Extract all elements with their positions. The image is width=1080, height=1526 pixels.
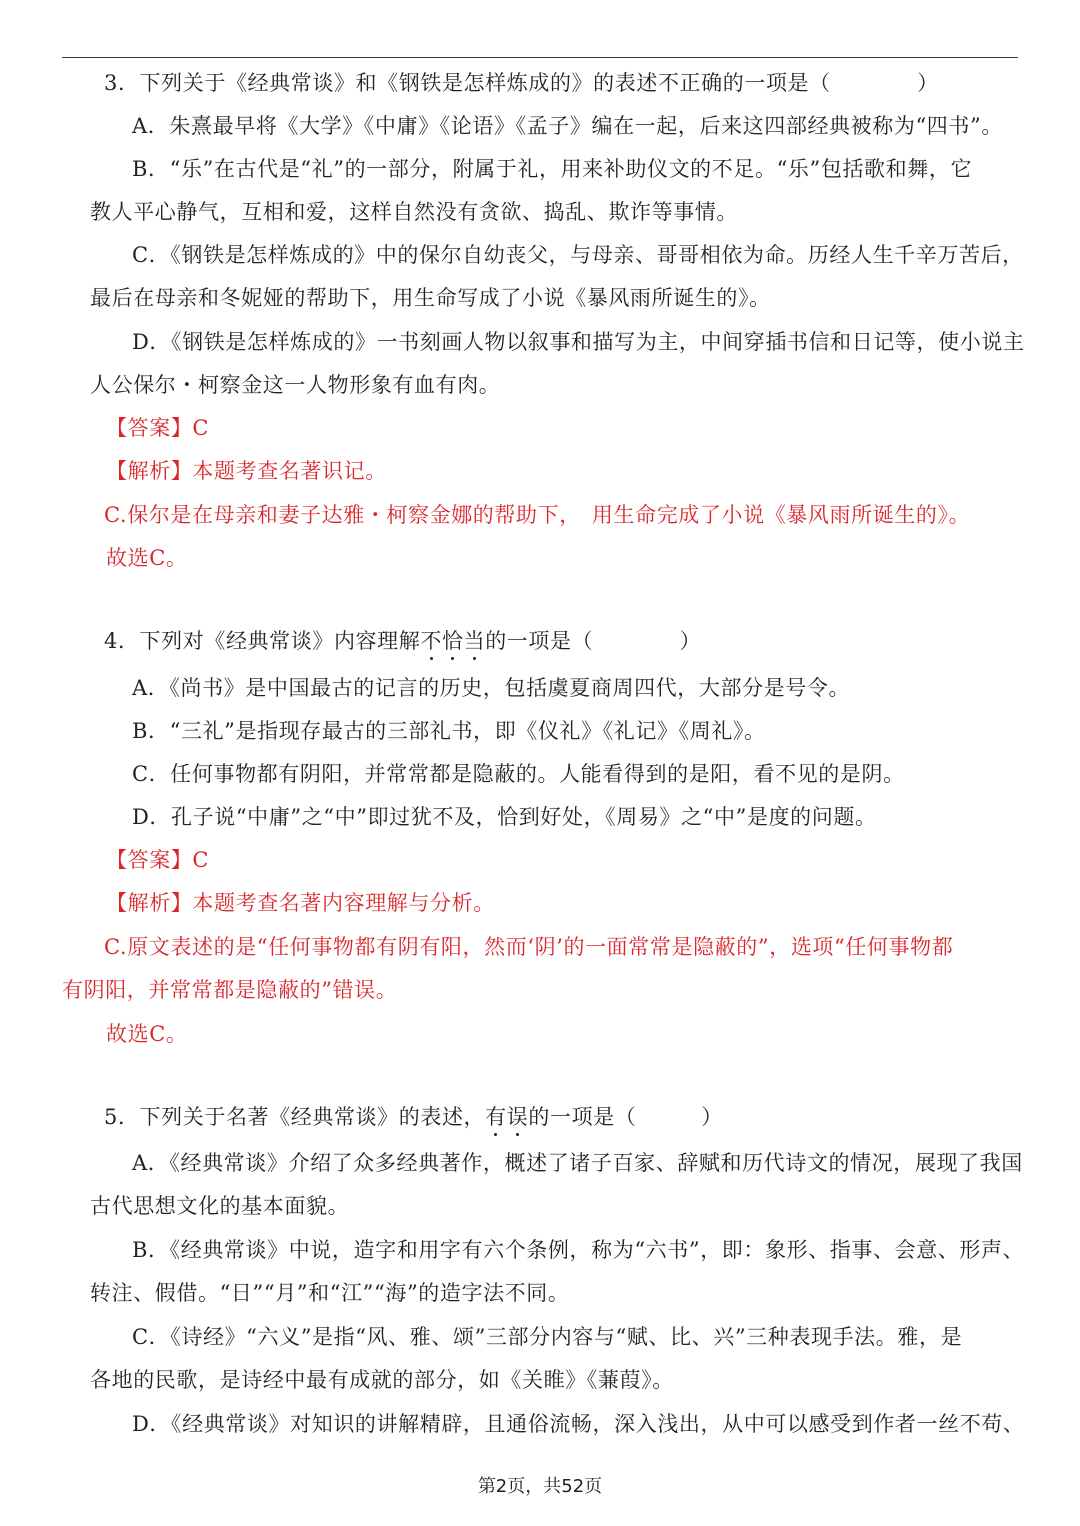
q3-answer: 【答案】C [106, 416, 210, 440]
q5-option-c-line1: C．《诗经》“六义”是指“风、雅、颂”三部分内容与“赋、比、兴”三种表现手法。雅，是 [132, 1325, 963, 1349]
q3-option-b-line1: B．“乐”在古代是“礼”的一部分，附属于礼，用来补助仪文的不足。“乐”包括歌和舞，它 [132, 157, 973, 181]
q4-option-a: A．《尚书》是中国最古的记言的历史，包括虞夏商周四代，大部分是号令。 [132, 676, 851, 700]
q5-option-d-line1: D．《经典常谈》对知识的讲解精辟，且通俗流畅，深入浅出，从中可以感受到作者一丝不苟、 [132, 1412, 1025, 1436]
q3-option-c-line2: 最后在母亲和冬妮娅的帮助下，用生命写成了小说《暴风雨所诞生的》。 [90, 286, 771, 310]
q5-stem-part2: 的一项是（ ） [528, 1105, 723, 1129]
q3-option-a: A．朱熹最早将《大学》《中庸》《论语》《孟子》编在一起，后来这四部经典被称为“四书”。 [132, 114, 1003, 138]
q4-explanation-line2: 有阴阳，并常常都是隐蔽的”错误。 [62, 978, 398, 1002]
q4-analysis: 【解析】本题考查名著内容理解与分析。 [106, 891, 495, 915]
q4-stem [104, 626, 701, 656]
q5-stem-emphasis-1: 有 [485, 1105, 507, 1129]
q4-answer: 【答案】C [106, 848, 210, 872]
q3-option-d-line1: D．《钢铁是怎样炼成的》一书刻画人物以叙事和描写为主，中间穿插书信和日记等，使小说主 [132, 330, 1025, 354]
q5-option-a-line1: A．《经典常谈》介绍了众多经典著作，概述了诸子百家、辞赋和历代诗文的情况，展现了我国 [132, 1151, 1023, 1175]
page-footer: 第2页，共52页 [477, 1476, 603, 1497]
q3-explanation: C.保尔是在母亲和妻子达雅・柯察金娜的帮助下， 用生命完成了小说《暴风雨所诞生的》。 [104, 503, 971, 527]
q4-option-d: D．孔子说“中庸”之“中”即过犹不及，恰到好处，《周易》之“中”是度的问题。 [132, 805, 877, 829]
q3-analysis: 【解析】本题考查名著识记。 [106, 459, 387, 483]
q4-stem-emphasis-2: 恰 [441, 629, 464, 653]
q5-option-c-line2: 各地的民歌，是诗经中最有成就的部分，如《关睢》《蒹葭》。 [90, 1368, 674, 1392]
q3-stem: 3．下列关于《经典常谈》和《钢铁是怎样炼成的》的表述不正确的一项是（ ） [104, 71, 939, 95]
q3-conclusion: 故选C。 [106, 546, 188, 570]
q4-conclusion: 故选C。 [106, 1022, 188, 1046]
q5-option-b-line1: B．《经典常谈》中说，造字和用字有六个条例，称为“六书”，即：象形、指事、会意、形声、 [132, 1238, 1025, 1262]
q5-stem-part1: 5．下列关于名著《经典常谈》的表述， [104, 1105, 486, 1129]
q3-option-b-line2: 教人平心静气，互相和爱，这样自然没有贪欲、捣乱、欺诈等事情。 [90, 200, 738, 224]
q5-stem [104, 1102, 723, 1132]
header-rule [62, 57, 1018, 58]
q5-option-b-line2: 转注、假借。“日”“月”和“江”“海”的造字法不同。 [90, 1281, 570, 1305]
q4-explanation-line1: C.原文表述的是“任何事物都有阴有阳，然而‘阴’的一面常常是隐蔽的”，选项“任何事物都 [104, 935, 954, 959]
q5-stem-emphasis-2: 误 [506, 1105, 529, 1129]
q3-option-d-line2: 人公保尔・柯察金这一人物形象有血有肉。 [90, 373, 501, 397]
q4-stem-emphasis-1: 不 [420, 629, 442, 653]
q4-stem-part2: 的一项是（ ） [485, 629, 702, 653]
q3-option-c-line1: C．《钢铁是怎样炼成的》中的保尔自幼丧父，与母亲、哥哥相依为命。历经人生千辛万苦后， [132, 243, 1024, 267]
q4-stem-emphasis-3: 当 [463, 629, 486, 653]
q4-option-b: B．“三礼”是指现存最古的三部礼书，即《仪礼》《礼记》《周礼》。 [132, 719, 766, 743]
q4-option-c: C．任何事物都有阴阳，并常常都是隐蔽的。人能看得到的是阳，看不见的是阴。 [132, 762, 905, 786]
q5-option-a-line2: 古代思想文化的基本面貌。 [90, 1194, 350, 1218]
q4-stem-part1: 4．下列对《经典常谈》内容理解 [104, 629, 421, 653]
